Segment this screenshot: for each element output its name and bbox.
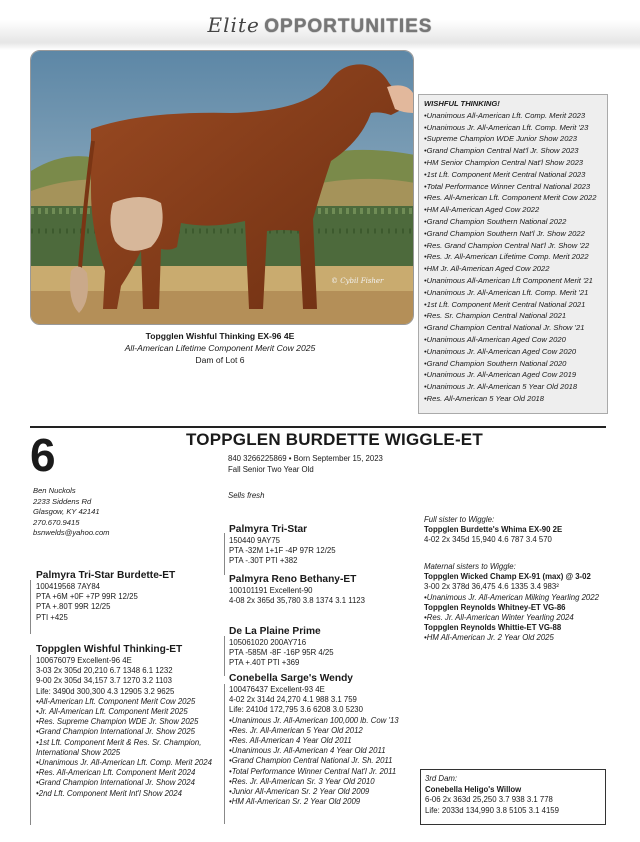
brand-opportunities: OPPORTUNITIES (264, 16, 433, 37)
wishful-title: WISHFUL THINKING! (424, 99, 500, 108)
lot-title: TOPPGLEN BURDETTE WIGGLE-ET (186, 430, 483, 449)
dam-award: International Show 2025 (36, 747, 121, 757)
dam-dam-line: 100476437 Excellent-93 4E (229, 685, 325, 694)
third-dam-box (420, 769, 606, 825)
consignor-phone: 270.670.9415 (33, 517, 80, 527)
pedigree-sire (36, 570, 175, 623)
lot-registration: 840 3266225869 • Born September 15, 2023 (228, 454, 383, 463)
brand-logo (0, 13, 640, 38)
dam-dam-award: •HM All-American Sr. 2 Year Old 2009 (229, 797, 361, 807)
sire-name: Palmyra Tri-Star Burdette-ET (36, 570, 176, 581)
sire-dam-line: 4-08 2x 365d 35,780 3.8 1374 3.1 1123 (229, 596, 365, 606)
third-dam-name: Conebella Heligo's Willow (425, 784, 522, 794)
pedigree-connector (224, 533, 225, 575)
dam-dam-award: •Res. All-American 4 Year Old 2011 (229, 736, 352, 746)
wishful-item: •Grand Champion Southern Nat'l Jr. Show 2022 (424, 228, 585, 238)
pedigree-sire-sire (229, 524, 336, 567)
wishful-item: •Grand Champion Southern National 2020 (424, 358, 567, 368)
dam-award: •2nd Lft. Component Merit Int'l Show 2024 (36, 788, 182, 798)
third-dam-label: 3rd Dam: (425, 774, 458, 783)
wishful-awards-box (418, 94, 608, 414)
third-dam-line: Life: 2033d 134,990 3.8 5105 3.1 4159 (425, 805, 559, 815)
dam-dam-award: •Total Performance Winner Central Nat'l Jr. 2011 (229, 766, 397, 776)
maternal-sisters-label: Maternal sisters to Wiggle: (424, 562, 516, 571)
wishful-item: •Res. Sr. Champion Central National 2021 (424, 311, 567, 321)
wishful-item: •Unanimous Jr. All-American Lft. Comp. Merit '23 (424, 122, 589, 132)
wishful-item: •Res. All-American 5 Year Old 2018 (424, 393, 544, 403)
wishful-item: •Unanimous All-American Aged Cow 2020 (424, 334, 566, 344)
wishful-item: •Res. All-American Lft. Component Merit Cow 2022 (424, 193, 597, 203)
pedigree-dam (36, 644, 212, 799)
sire-sire-name: Palmyra Tri-Star (229, 524, 308, 535)
section-divider (30, 426, 606, 428)
maternal-sisters (424, 562, 599, 644)
sire-sire-line: 150440 9AY75 (229, 536, 281, 545)
full-sister-name: Toppglen Burdette's Whima EX-90 2E (424, 525, 563, 535)
dam-dam-line: Life: 2410d 172,795 3.6 6208 3.0 5230 (229, 705, 363, 715)
pedigree-dam-dam (229, 673, 399, 807)
sire-sire-line: PTA -.30T PTI +382 (229, 556, 298, 566)
dam-sire-line: PTA -585M -8F -16P 95R 4/25 (229, 648, 334, 658)
lot-number: 6 (30, 429, 56, 481)
pedigree-dam-sire (229, 626, 334, 669)
consignor-city: Glasgow, KY 42141 (33, 507, 100, 516)
lot-meta (228, 454, 383, 475)
dam-dam-award: •Grand Champion Central National Jr. Sh. 2011 (229, 756, 393, 766)
maternal-sister-name: Toppglen Wicked Champ EX-91 (max) @ 3-02 (424, 572, 591, 582)
dam-line: 100676079 Excellent-96 4E (36, 656, 132, 665)
wishful-item: •Res. Jr. All-American Lifetime Comp. Merit 2022 (424, 252, 589, 262)
dam-line: Life: 3490d 300,300 4.3 12905 3.2 9625 (36, 686, 175, 696)
dam-sire-line: PTA +.40T PTI +369 (229, 658, 300, 668)
full-sister-label: Full sister to Wiggle: (424, 515, 495, 524)
consignor-name: Ben Nuckols (33, 486, 76, 495)
dam-award: •Grand Champion International Jr. Show 2025 (36, 727, 195, 737)
maternal-sister-line: •HM All-American Jr. 2 Year Old 2025 (424, 633, 554, 643)
dam-dam-award: •Res. Jr. All-American Sr. 3 Year Old 2010 (229, 776, 375, 786)
dam-line: 3-03 2x 305d 20,210 6.7 1348 6.1 1232 (36, 666, 173, 676)
maternal-sister-name: Toppglen Reynolds Whittie-ET VG-88 (424, 623, 562, 633)
brand-elite: Elite (207, 13, 260, 37)
dam-name: Toppglen Wishful Thinking-ET (36, 644, 183, 655)
wishful-item: •Grand Champion Central National Jr. Show '21 (424, 323, 585, 333)
caption-name: Topgglen Wishful Thinking EX-96 4E (145, 331, 295, 341)
dam-dam-award: •Res. Jr. All-American 5 Year Old 2012 (229, 725, 363, 735)
dam-award: •Res. All-American Lft. Component Merit 2024 (36, 768, 196, 778)
wishful-item: •Grand Champion Southern National 2022 (424, 216, 567, 226)
wishful-item: •Unanimous Jr. All-American Lft. Comp. Merit '21 (424, 287, 589, 297)
sire-line: PTI +425 (36, 612, 68, 622)
wishful-item: •HM Senior Champion Central Nat'l Show 2023 (424, 157, 584, 167)
dam-dam-award: •Junior All-American Sr. 2 Year Old 2009 (229, 787, 370, 797)
wishful-item: •Unanimous All-American Lft. Comp. Merit 2023 (424, 110, 586, 120)
consignor-info (33, 486, 110, 539)
maternal-sister-line: 3-00 2x 378d 36,475 4.6 1335 3.4 983² (424, 582, 559, 592)
full-sister (424, 515, 562, 546)
dam-award: •Unanimous Jr. All-American Lft. Comp. Merit 2024 (36, 758, 212, 768)
wishful-item: •Unanimous Jr. All-American Aged Cow 2020 (424, 346, 577, 356)
cow-photo-illustration (31, 51, 414, 325)
dam-dam-line: 4-02 2x 314d 24,270 4.1 988 3.1 759 (229, 695, 357, 705)
maternal-sister-line: •Unanimous Jr. All-American Milking Yearling 2022 (424, 592, 599, 602)
dam-dam-name: Conebella Sarge's Wendy (229, 673, 353, 684)
wishful-item: •Unanimous Jr. All-American 5 Year Old 2018 (424, 382, 578, 392)
sire-line: 100419568 7AY84 (36, 582, 101, 591)
dam-award: •1st Lft. Component Merit & Res. Sr. Champion, (36, 737, 202, 747)
caption-dam-of: Dam of Lot 6 (195, 355, 245, 365)
dam-sire-name: De La Plaine Prime (229, 626, 321, 637)
dam-dam-award: •Unanimous Jr. All-American 100,000 lb. Cow '13 (229, 715, 399, 725)
sire-dam-name: Palmyra Reno Bethany-ET (229, 574, 357, 585)
dam-award: •Res. Supreme Champion WDE Jr. Show 2025 (36, 717, 199, 727)
photo-watermark: © Cybil Fisher (331, 277, 384, 285)
lot-class: Fall Senior Two Year Old (228, 464, 314, 474)
wishful-item: •1st Lft. Component Merit Central National 2023 (424, 169, 586, 179)
wishful-item: •1st Lft. Component Merit Central National 2021 (424, 299, 586, 309)
sire-sire-line: PTA -32M 1+1F -4P 97R 12/25 (229, 546, 336, 556)
lot-sells: Sells fresh (228, 491, 265, 500)
full-sister-record: 4-02 2x 345d 15,940 4.6 787 3.4 570 (424, 535, 552, 545)
dam-sire-line: 105061020 200AY716 (229, 638, 307, 647)
caption-award: All-American Lifetime Component Merit Cow 2025 (124, 343, 316, 353)
dam-award: •All-American Lft. Component Merit Cow 2025 (36, 696, 196, 706)
dam-line: 9-00 2x 305d 34,157 3.7 1270 3.2 1103 (36, 676, 172, 686)
sire-dam-line: 100101191 Excellent-90 (229, 586, 313, 595)
third-dam-line: 6-06 2x 363d 25,250 3.7 938 3.1 778 (425, 795, 553, 805)
pedigree-connector (30, 580, 31, 634)
wishful-item: •HM All-American Aged Cow 2022 (424, 205, 540, 215)
pedigree-connector (224, 684, 225, 824)
consignor-email: bsnwelds@yahoo.com (33, 528, 110, 537)
wishful-item: •Unanimous All-American Lft Component Merit '21 (424, 275, 593, 285)
pedigree-sire-dam (229, 574, 365, 606)
wishful-item: •Res. Grand Champion Central Nat'l Jr. Show '22 (424, 240, 590, 250)
photo-caption (60, 330, 380, 366)
maternal-sister-line: •Res. Jr. All-American Winter Yearling 2024 (424, 613, 574, 623)
dam-award: •Jr. All-American Lft. Component Merit 2025 (36, 707, 188, 717)
maternal-sister-name: Toppglen Reynolds Whitney-ET VG-86 (424, 602, 566, 612)
dam-dam-award: •Unanimous Jr. All-American 4 Year Old 2011 (229, 746, 386, 756)
wishful-item: •Grand Champion Central Nat'l Jr. Show 2023 (424, 146, 579, 156)
cow-photo (30, 50, 414, 325)
wishful-item: •Supreme Champion WDE Junior Show 2023 (424, 134, 577, 144)
wishful-item: •Unanimous Jr. All-American Aged Cow 2019 (424, 370, 577, 380)
sire-line: PTA +.80T 99R 12/25 (36, 602, 111, 612)
wishful-item: •HM Jr. All-American Aged Cow 2022 (424, 264, 550, 274)
consignor-address: 2233 Siddens Rd (33, 496, 92, 506)
dam-award: •Grand Champion International Jr. Show 2024 (36, 778, 195, 788)
pedigree-connector (224, 636, 225, 676)
pedigree-connector (30, 655, 31, 825)
wishful-item: •Total Performance Winner Central National 2023 (424, 181, 591, 191)
sire-line: PTA +6M +0F +7P 99R 12/25 (36, 592, 138, 602)
